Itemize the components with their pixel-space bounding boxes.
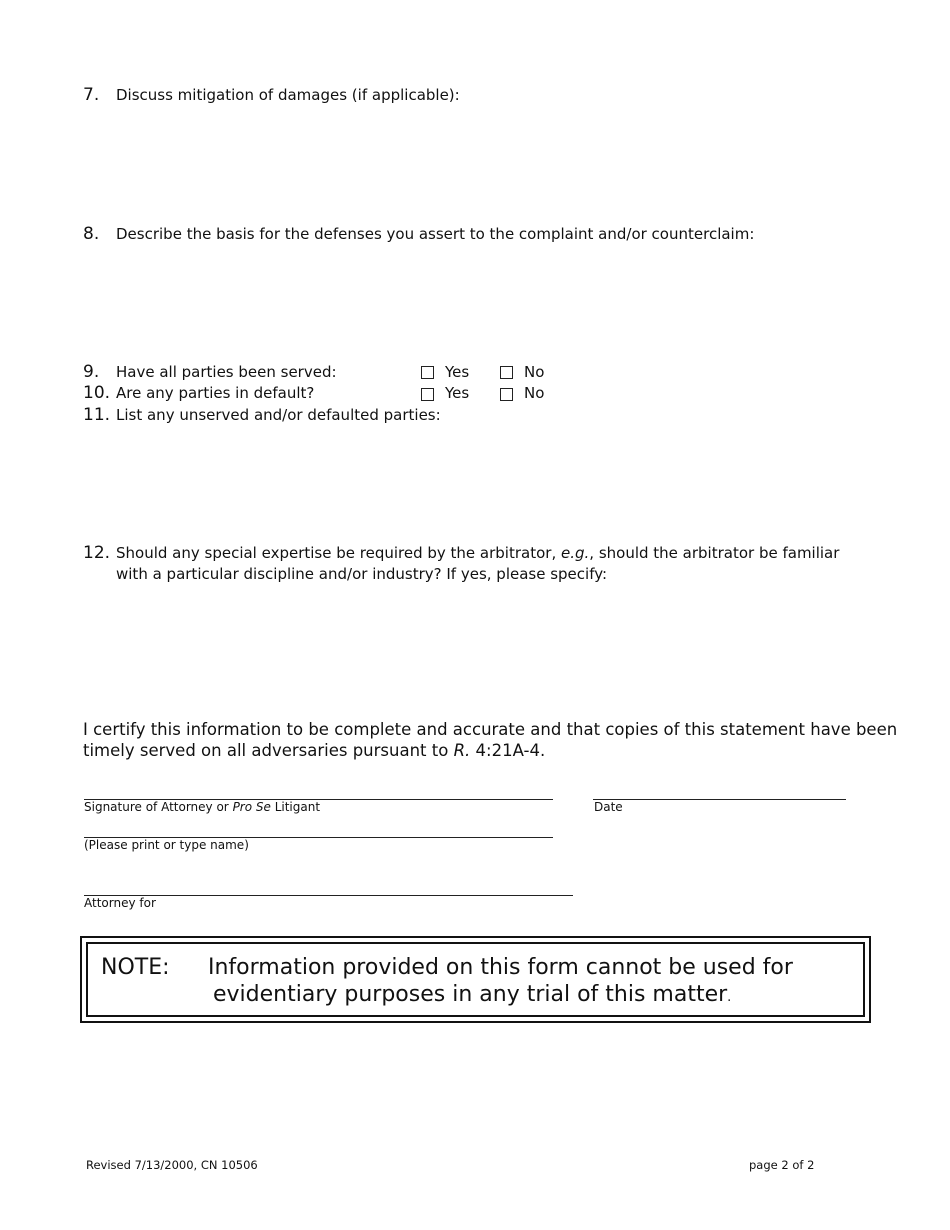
certification-line2-pre: timely served on all adversaries pursuant to: [83, 741, 454, 760]
question-9-no-checkbox[interactable]: [500, 366, 513, 379]
certification-line2-post: 4:21A-4.: [470, 741, 546, 760]
question-9-text: Have all parties been served:: [116, 363, 337, 381]
question-7-text: Discuss mitigation of damages (if applicable):: [116, 86, 460, 104]
question-12-line1-post: , should the arbitrator be familiar: [589, 544, 840, 562]
question-9-yes-label: Yes: [445, 363, 470, 381]
attorney-for-label: Attorney for: [84, 896, 156, 910]
question-10-number: 10.: [83, 383, 111, 403]
question-12-line2: with a particular discipline and/or industry? If yes, please specify:: [116, 565, 608, 583]
note-line2-period: .: [727, 990, 732, 1005]
certification-line2: [83, 740, 545, 761]
print-name-label: (Please print or type name): [84, 838, 249, 852]
question-8-text: Describe the basis for the defenses you assert to the complaint and/or counterclaim:: [116, 225, 755, 243]
question-8-number: 8.: [83, 224, 100, 244]
question-12-number: 12.: [83, 543, 111, 563]
question-11-number: 11.: [83, 405, 111, 425]
note-line1: Information provided on this form cannot be used for: [208, 955, 793, 980]
note-line2-main: evidentiary purposes in any trial of this matter: [213, 982, 728, 1007]
signature-label: [84, 800, 320, 814]
date-line[interactable]: [593, 799, 846, 800]
certification-line1: I certify this information to be complete and accurate and that copies of this statement have been: [83, 720, 898, 739]
question-10-text: Are any parties in default?: [116, 384, 315, 402]
question-9-number: 9.: [83, 362, 100, 382]
question-10-no-label: No: [524, 384, 545, 402]
signature-label-post: Litigant: [270, 800, 321, 814]
certification-rule-em: R.: [453, 741, 471, 760]
question-9-no-label: No: [524, 363, 545, 381]
note-box: [80, 936, 871, 1023]
question-12-line1-pre: Should any special expertise be required by the arbitrator,: [116, 544, 561, 562]
footer-page-number: page 2 of 2: [749, 1158, 815, 1172]
attorney-for-line[interactable]: [84, 895, 573, 896]
signature-label-pre: Signature of Attorney or: [84, 800, 233, 814]
note-line2: [213, 982, 731, 1007]
note-label: NOTE:: [101, 955, 170, 980]
question-9-yes-checkbox[interactable]: [421, 366, 434, 379]
question-10-no-checkbox[interactable]: [500, 388, 513, 401]
date-label: Date: [594, 800, 623, 814]
signature-label-em: Pro Se: [232, 800, 271, 814]
note-box-inner: [86, 942, 865, 1017]
question-12-line1: [116, 544, 839, 562]
question-10-yes-label: Yes: [445, 384, 470, 402]
question-10-yes-checkbox[interactable]: [421, 388, 434, 401]
question-12-line1-em: e.g.: [560, 544, 590, 562]
question-7-number: 7.: [83, 85, 100, 105]
question-11-text: List any unserved and/or defaulted parties:: [116, 406, 441, 424]
footer-revised: Revised 7/13/2000, CN 10506: [86, 1158, 258, 1172]
